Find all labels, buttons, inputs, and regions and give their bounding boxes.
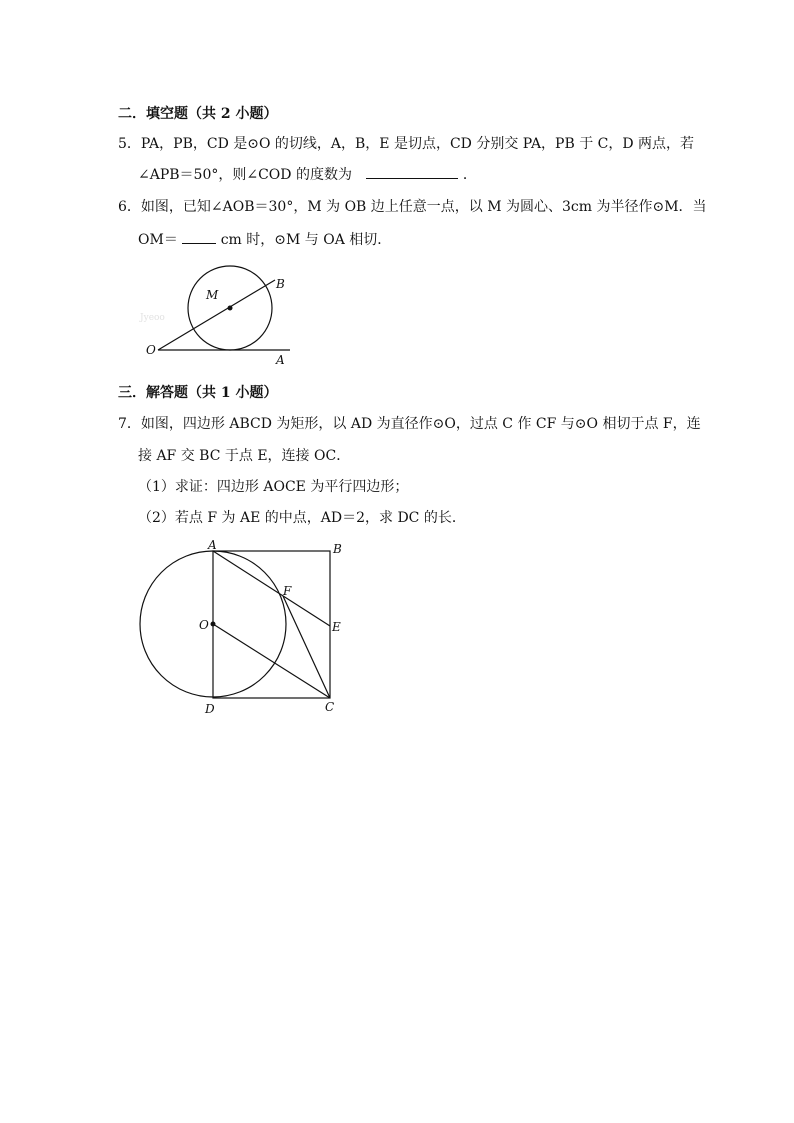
answer-blank-q6[interactable] bbox=[182, 229, 216, 244]
label-b: B bbox=[333, 542, 342, 556]
section-2-title: 二．填空题（共 2 小题） bbox=[118, 106, 278, 122]
label-f: F bbox=[283, 584, 292, 598]
section-3-title: 三．解答题（共 1 小题） bbox=[118, 385, 278, 401]
question-6-end: cm 时，⊙M 与 OA 相切． bbox=[220, 232, 392, 248]
question-7-part-1: （1）求证：四边形 AOCE 为平行四边形； bbox=[138, 479, 409, 495]
question-7-part-2: （2）若点 F 为 AE 的中点，AD＝2，求 DC 的长． bbox=[138, 510, 466, 526]
center-point-m bbox=[228, 306, 233, 311]
question-7-line-2: 接 AF 交 BC 于点 E，连接 OC． bbox=[138, 448, 351, 464]
question-5-stem: ∠APB＝50°，则∠COD 的度数为 bbox=[138, 167, 352, 183]
question-6-figure bbox=[130, 258, 310, 370]
question-6-stem: OM＝ bbox=[138, 232, 178, 248]
label-e: E bbox=[332, 620, 341, 634]
label-a: A bbox=[276, 353, 285, 367]
question-6-line-1: 6．如图，已知∠AOB＝30°，M 为 OB 边上任意一点，以 M 为圆心、3cm 为半径作⊙M．当 bbox=[118, 199, 707, 215]
question-7-line-1: 7．如图，四边形 ABCD 为矩形，以 AD 为直径作⊙O，过点 C 作 CF 与⊙O 相切于点 F，连 bbox=[118, 416, 701, 432]
question-5-end: ． bbox=[462, 167, 477, 183]
label-b: B bbox=[276, 277, 285, 291]
center-point-o bbox=[211, 622, 216, 627]
segment-ae bbox=[213, 551, 330, 626]
label-o: O bbox=[146, 343, 156, 357]
label-m: M bbox=[206, 288, 219, 302]
question-6-line-2 bbox=[138, 229, 391, 250]
question-5-line-1: 5．PA，PB，CD 是⊙O 的切线，A，B，E 是切点，CD 分别交 PA，PB 于 C，D 两点，若 bbox=[118, 136, 695, 152]
question-7-figure bbox=[130, 534, 360, 719]
figure-watermark: Jyeoo bbox=[140, 313, 165, 323]
rectangle-abcd bbox=[213, 551, 330, 698]
question-5-line-2 bbox=[138, 164, 477, 185]
label-a: A bbox=[208, 538, 217, 552]
label-c: C bbox=[325, 700, 335, 714]
answer-blank-q5[interactable] bbox=[366, 164, 458, 179]
label-d: D bbox=[205, 702, 215, 716]
label-o: O bbox=[199, 618, 209, 632]
